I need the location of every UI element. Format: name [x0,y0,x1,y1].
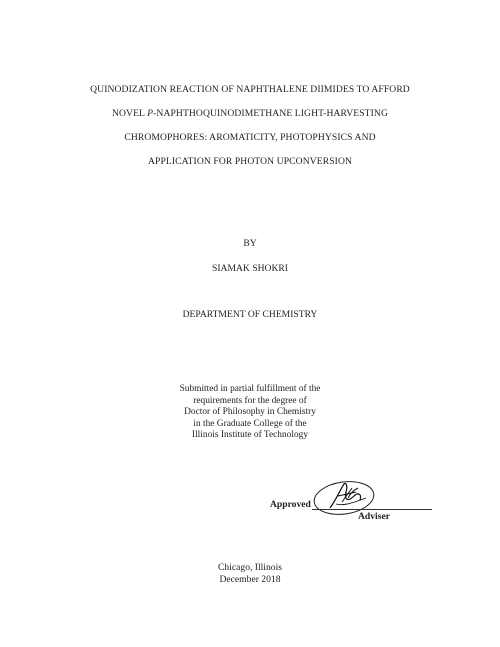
submission-line-1: Submitted in partial fulfillment of the [179,384,321,394]
approved-label: Approved [270,499,311,510]
title-line-2 [40,102,460,126]
author-name: SIAMAK SHOKRI [212,263,288,274]
signature-line [312,509,432,510]
title-line-2-text: NOVEL P-NAPHTHOQUINODIMETHANE LIGHT-HARVESTING [112,108,388,119]
title-line-1: QUINODIZATION REACTION OF NAPHTHALENE DIIMIDES TO AFFORD [90,84,410,95]
submission-statement [0,384,500,442]
title-line-4: APPLICATION FOR PHOTON UPCONVERSION [147,156,353,167]
submission-line-4: in the Graduate College of the [193,418,307,429]
title-line-3: CHROMOPHORES: AROMATICITY, PHOTOPHYSICS AND [124,132,376,143]
adviser-label: Adviser [358,511,390,522]
approval-block [270,478,440,528]
date: December 2018 [219,574,281,585]
place: Chicago, Illinois [218,562,282,573]
by-label: BY [243,238,257,249]
thesis-title [40,78,460,174]
italic-p: P [147,108,154,119]
department-name: DEPARTMENT OF CHEMISTRY [182,309,318,320]
footer [0,562,500,586]
submission-line-5: Illinois Institute of Technology [191,430,309,441]
submission-line-3: Doctor of Philosophy in Chemistry [184,407,316,418]
submission-line-2: requirements for the degree of [193,395,307,406]
